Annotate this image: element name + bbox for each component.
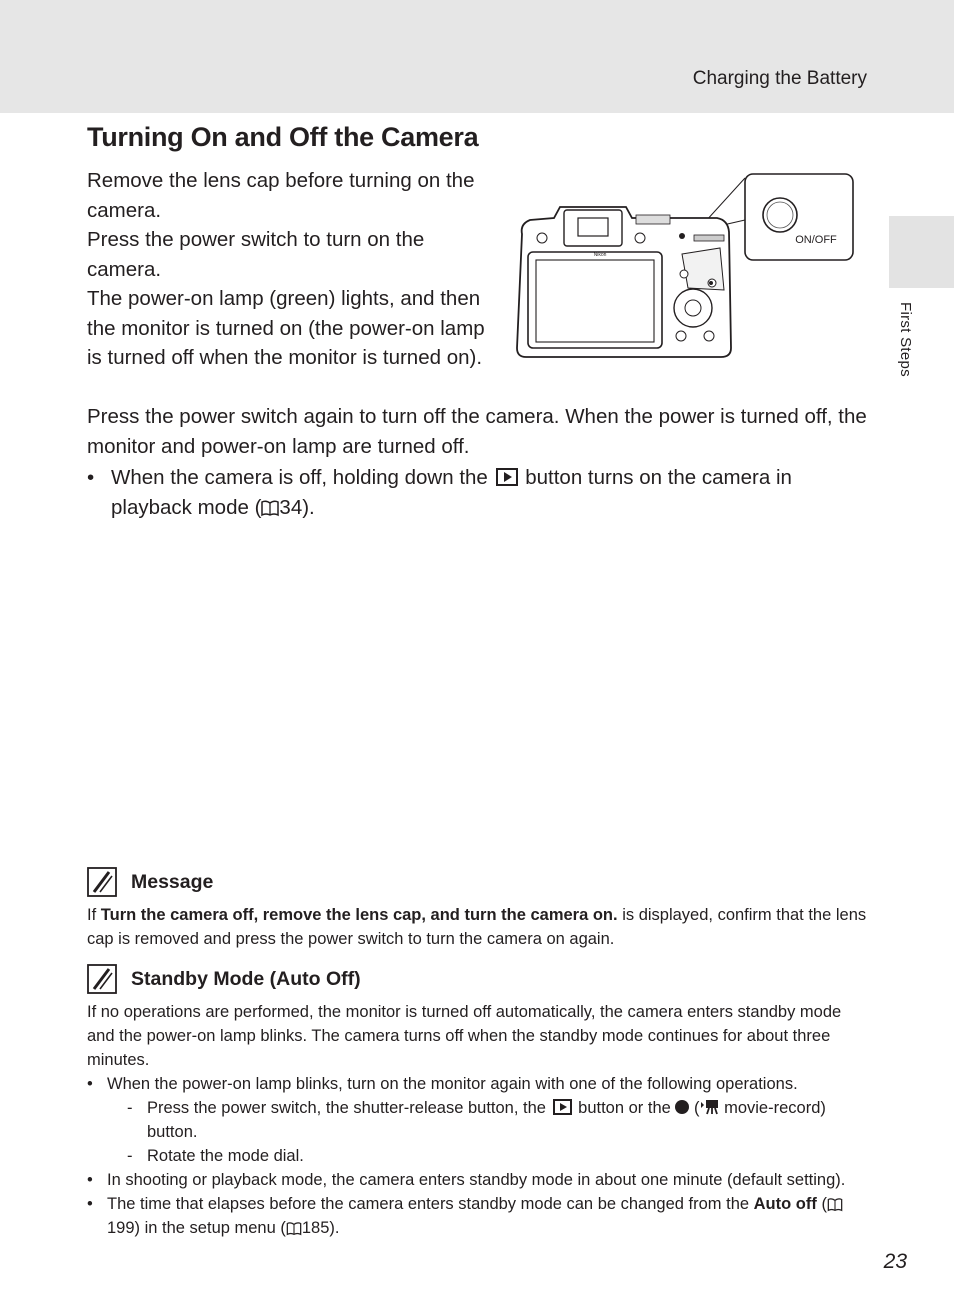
page-number: 23: [883, 1250, 907, 1273]
message-note: [87, 864, 872, 951]
side-tab: [889, 216, 954, 288]
side-tab-label: First Steps: [897, 302, 914, 377]
camera-illustration: [512, 170, 857, 365]
record-dot-icon: [675, 1100, 689, 1114]
intro-paragraph-2: Press the power switch to turn on the camera.: [87, 228, 425, 281]
power-switch-icon: [763, 198, 797, 232]
list-item: - Rotate the mode dial.: [127, 1147, 304, 1165]
standby-note-title: Standby Mode (Auto Off): [131, 968, 361, 990]
playback-bullet-text: When the camera is off, holding down the button turns on the camera in playback mode ( 34).: [111, 466, 792, 519]
bullet-dot: •: [87, 466, 95, 489]
note-pencil-icon: [87, 964, 117, 994]
playback-bullet: [87, 463, 872, 522]
list-item: • The time that elapses before the camera enters standby mode can be changed from the Auto off (199) in the setup menu ( 185).: [87, 1192, 872, 1240]
message-note-text: If Turn the camera off, remove the lens cap, and turn the camera on. is displayed, confirm that the lens cap is removed and press the power switch to turn the camera on again.: [87, 906, 867, 948]
playback-button-icon: [553, 1099, 572, 1115]
standby-intro: If no operations are performed, the monitor is turned off automatically, the camera enters standby mode and the power-on lamp blinks. The camera turns off when the standby mode continues for about three minutes.: [87, 1003, 842, 1069]
note-pencil-icon: [87, 867, 117, 897]
movie-camera-icon: [700, 1099, 720, 1115]
book-reference-icon: [261, 499, 279, 517]
intro-paragraph-1: Remove the lens cap before turning on the camera.: [87, 169, 475, 222]
book-reference-icon: [827, 1197, 843, 1212]
callout-label: ON/OFF: [795, 234, 837, 246]
intro-paragraph-3: The power-on lamp (green) lights, and then the monitor is turned on (the power-on lamp is turned off when the monitor is turned on).: [87, 287, 485, 369]
playback-button-icon: [496, 468, 518, 486]
camera-brand: Nikon: [593, 252, 607, 258]
list-item: • When the power-on lamp blinks, turn on the monitor again with one of the following operations. - Press the power switch, the shutter-release button, the button or the ( movie-record) button. - Rotate the mode dial.: [87, 1072, 872, 1168]
section-title: Charging the Battery: [692, 68, 867, 89]
standby-note: [87, 961, 872, 1240]
power-off-paragraph: [87, 402, 872, 461]
power-off-text: Press the power switch again to turn off the camera. When the power is turned off, the monitor and power-on lamp are turned off.: [87, 405, 867, 458]
message-note-title: Message: [131, 871, 214, 893]
list-item: - Press the power switch, the shutter-release button, the button or the ( movie-record) button.: [127, 1099, 826, 1141]
standby-list: [87, 1072, 872, 1240]
standby-sublist: [107, 1096, 872, 1168]
list-item: • In shooting or playback mode, the camera enters standby mode in about one minute (default setting).: [87, 1171, 846, 1189]
page-title: Turning On and Off the Camera: [87, 122, 479, 152]
book-reference-icon: [286, 1221, 302, 1236]
header-band: [0, 0, 954, 113]
intro-text: [87, 166, 492, 373]
